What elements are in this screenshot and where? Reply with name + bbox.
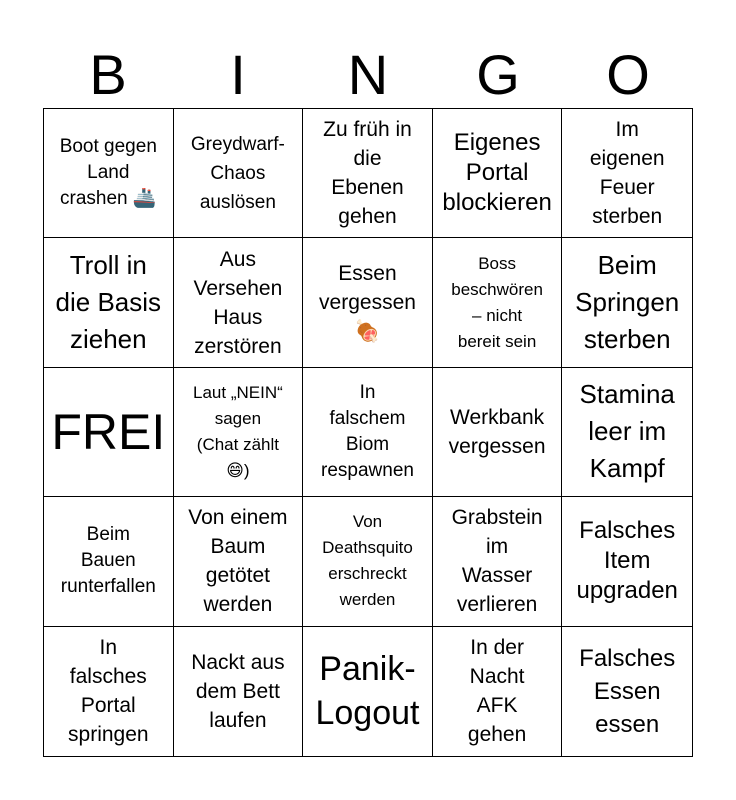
bingo-cell[interactable] (303, 368, 433, 497)
cell-label: Werkbank vergessen (448, 405, 546, 458)
cell-label: Beim Springen sterben (575, 250, 680, 355)
cell-label: Laut „NEIN“ sagen (Chat zählt 😄) (193, 382, 283, 480)
bingo-cell[interactable] (303, 497, 433, 626)
header-letter-n: N (347, 43, 389, 106)
bingo-cell[interactable] (433, 238, 563, 367)
cell-label: Grabstein im Wasser verlieren (451, 506, 543, 617)
cell-label: FREI (51, 403, 166, 460)
cell-label: Falsches Item upgraden (576, 517, 678, 605)
cell-label: Greydwarf- Chaos auslösen (190, 133, 285, 213)
bingo-cell[interactable] (303, 238, 433, 367)
cell-label: Essen vergessen 🍖 (319, 262, 416, 344)
bingo-cell[interactable] (174, 368, 304, 497)
bingo-cell[interactable] (174, 109, 304, 238)
bingo-cell[interactable] (44, 497, 174, 626)
cell-label: Beim Bauen runterfallen (60, 524, 156, 598)
header-letter-i: I (230, 43, 246, 106)
cell-label: Von einem Baum getötet werden (188, 506, 288, 617)
bingo-cell[interactable] (562, 109, 692, 238)
cell-label: Stamina leer im Kampf (579, 379, 675, 484)
bingo-cell[interactable] (562, 497, 692, 626)
bingo-cell[interactable] (174, 627, 304, 756)
bingo-header (43, 42, 693, 108)
bingo-cell[interactable] (44, 109, 174, 238)
cell-label: Troll in die Basis ziehen (55, 250, 162, 355)
bingo-cell[interactable] (562, 368, 692, 497)
cell-label: In falschem Biom respawnen (321, 381, 414, 481)
cell-label: Boss beschwören – nicht bereit sein (451, 253, 543, 351)
bingo-cell[interactable] (44, 238, 174, 367)
bingo-cell[interactable] (44, 627, 174, 756)
bingo-cell[interactable] (174, 497, 304, 626)
bingo-cell[interactable] (174, 238, 304, 367)
bingo-cell[interactable] (433, 627, 563, 756)
cell-label: Eigenes Portal blockieren (442, 129, 552, 217)
cell-label: Panik- Logout (315, 650, 420, 733)
cell-label: Falsches Essen essen (579, 644, 676, 738)
bingo-cell[interactable] (433, 368, 563, 497)
bingo-cell[interactable] (303, 627, 433, 756)
bingo-cell[interactable] (303, 109, 433, 238)
cell-label: Von Deathsquito erschreckt werden (322, 512, 413, 610)
cell-label: Zu früh in die Ebenen gehen (323, 118, 412, 229)
cell-label: Aus Versehen Haus zerstören (193, 247, 283, 358)
cell-label: In der Nacht AFK gehen (467, 636, 527, 747)
bingo-cell[interactable] (433, 497, 563, 626)
bingo-cell[interactable] (433, 109, 563, 238)
header-letter-b: B (89, 43, 127, 106)
cell-label: Nackt aus dem Bett laufen (191, 650, 285, 732)
cell-label: Boot gegen Land crashen 🚢 (59, 136, 157, 210)
header-letter-o: O (606, 43, 650, 106)
bingo-cell[interactable] (562, 627, 692, 756)
cell-label: Im eigenen Feuer sterben (589, 118, 665, 229)
cell-label: In falsches Portal springen (68, 636, 149, 747)
bingo-cell[interactable] (562, 238, 692, 367)
bingo-board (43, 108, 693, 757)
header-letter-g: G (476, 43, 520, 106)
bingo-cell-free[interactable] (44, 368, 174, 497)
